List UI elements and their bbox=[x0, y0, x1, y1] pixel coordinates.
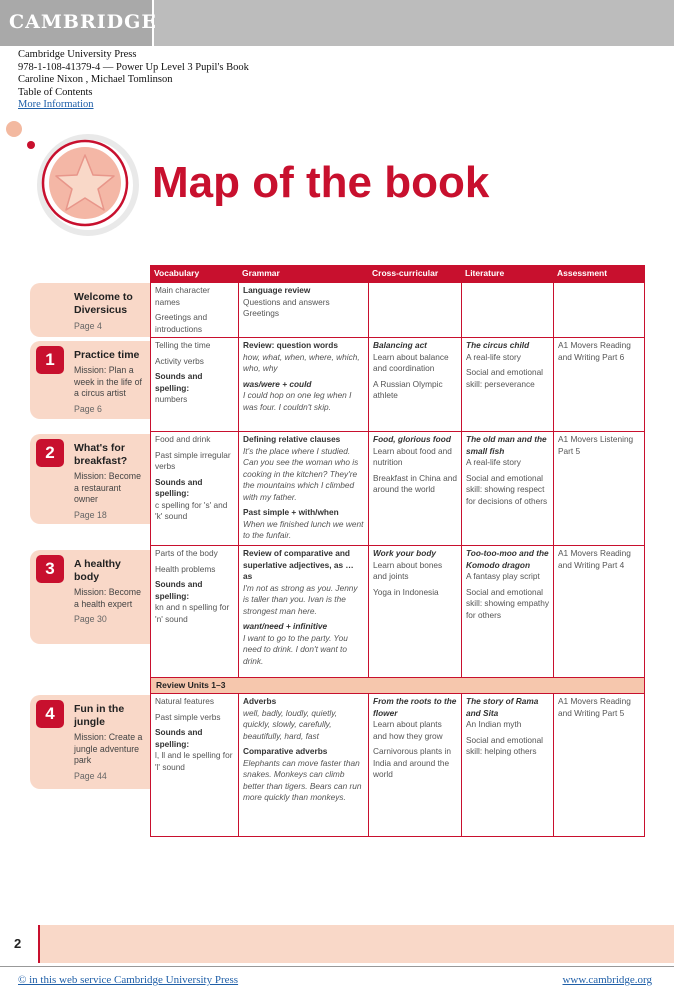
cross-curricular-heading: Balancing act bbox=[373, 340, 427, 350]
cross-curricular-text: Breakfast in China and around the world bbox=[373, 472, 457, 494]
table-cell bbox=[150, 693, 239, 837]
literature-heading: The story of Rama and Sita bbox=[466, 696, 539, 718]
unit-mission: Mission: Plan a week in the life of a circus artist bbox=[74, 365, 142, 398]
vocab-heading: Sounds and spelling: bbox=[155, 727, 203, 749]
unit-welcome[interactable] bbox=[30, 283, 150, 337]
literature-text: A fantasy play script bbox=[466, 571, 540, 581]
table-cell bbox=[461, 431, 554, 546]
unit-mission: Mission: Become a restaurant owner bbox=[74, 471, 141, 504]
unit-name: A healthy body bbox=[74, 558, 121, 583]
page-title: Map of the book bbox=[152, 158, 490, 207]
book-meta bbox=[18, 49, 249, 112]
vocab-heading: Sounds and spelling: bbox=[155, 476, 203, 498]
grammar-example: how, what, when, where, which, who, why bbox=[243, 351, 360, 373]
vocab-item: Past simple verbs bbox=[155, 711, 221, 722]
vocab-item: l, ll and le spelling for 'l' sound bbox=[155, 750, 233, 772]
vocab-item: kn and n spelling for 'n' sound bbox=[155, 602, 230, 624]
literature-text: Social and emotional skill: perseverance bbox=[466, 367, 544, 389]
grammar-example: Elephants can move faster than snakes. Monkeys can climb better than tigers. Bears can run more quickly than monkeys. bbox=[243, 757, 362, 802]
table-cell bbox=[553, 282, 645, 338]
vocab-item: c spelling for 's' and 'k' sound bbox=[155, 499, 228, 521]
table-cell bbox=[368, 431, 462, 546]
unit-page: Page 6 bbox=[74, 403, 102, 414]
grammar-example: It's the place where I studied. Can you see the woman who is cooking in the kitchen? They're the mountains which I climbed with my father. bbox=[243, 445, 359, 502]
table-cell bbox=[238, 337, 369, 432]
grammar-heading: was/were + could bbox=[243, 378, 312, 389]
more-information-link[interactable]: More Information bbox=[18, 99, 94, 110]
column-header-cross-curricular: Cross-curricular bbox=[368, 265, 461, 282]
assessment-text: A1 Movers Reading and Writing Part 5 bbox=[558, 696, 631, 718]
table-cell bbox=[150, 337, 239, 432]
unit-number-badge: 4 bbox=[36, 700, 64, 728]
unit-page: Page 44 bbox=[74, 770, 107, 781]
literature-text: A real-life story bbox=[466, 457, 521, 467]
unit-name: Practice time bbox=[74, 349, 140, 361]
cross-curricular-text: Learn about food and nutrition bbox=[373, 445, 452, 467]
table-cell bbox=[553, 337, 645, 432]
footer-band bbox=[0, 925, 674, 963]
table-cell bbox=[238, 693, 369, 837]
table-cell bbox=[238, 282, 369, 338]
assessment-text: A1 Movers Reading and Writing Part 6 bbox=[558, 340, 631, 362]
assessment-text: A1 Movers Reading and Writing Part 4 bbox=[558, 548, 631, 570]
vocab-item: Main character names bbox=[155, 285, 210, 307]
table-cell bbox=[461, 337, 554, 432]
unit-page: Page 4 bbox=[74, 321, 102, 331]
table-cell bbox=[553, 693, 645, 837]
vocab-item: Food and drink bbox=[155, 434, 211, 444]
vocab-item: Telling the time bbox=[155, 340, 211, 350]
grammar-heading: Past simple + with/when bbox=[243, 507, 339, 517]
table-cell bbox=[368, 545, 462, 678]
cambridge-logo[interactable] bbox=[0, 0, 157, 46]
vocab-item: Greetings and introductions bbox=[155, 312, 208, 334]
unit-name: Welcome to Diversicus bbox=[74, 291, 133, 316]
table-cell bbox=[553, 545, 645, 678]
grammar-heading: Review: question words bbox=[243, 340, 338, 350]
grammar-heading: Comparative adverbs bbox=[243, 746, 328, 756]
unit-number-badge: 1 bbox=[36, 346, 64, 374]
table-cell bbox=[238, 431, 369, 546]
vocab-item: Activity verbs bbox=[155, 355, 204, 366]
website-link[interactable]: www.cambridge.org bbox=[562, 974, 652, 986]
cross-curricular-text: Yoga in Indonesia bbox=[373, 586, 439, 597]
grammar-heading: Defining relative clauses bbox=[243, 434, 341, 444]
publisher: Cambridge University Press bbox=[18, 49, 137, 60]
table-cell bbox=[461, 282, 554, 338]
map-table bbox=[150, 265, 645, 837]
grammar-example: well, badly, loudly, quietly, quickly, slowly, carefully, beautifully, hard, fast bbox=[243, 707, 338, 741]
unit-mission: Mission: Become a health expert bbox=[74, 587, 141, 609]
table-cell bbox=[150, 431, 239, 546]
grammar-heading: Review of comparative and superlative adjectives, as … as bbox=[243, 548, 354, 581]
copyright-link[interactable]: © in this web service Cambridge University Press bbox=[18, 974, 239, 986]
cross-curricular-text: Learn about plants and how they grow bbox=[373, 719, 443, 741]
grammar-text: Questions and answers Greetings bbox=[243, 296, 330, 318]
column-header-literature: Literature bbox=[461, 265, 553, 282]
table-cell bbox=[368, 337, 462, 432]
cross-curricular-text: Learn about balance and coordination bbox=[373, 351, 449, 373]
table-cell bbox=[368, 282, 462, 338]
column-header-assessment: Assessment bbox=[553, 265, 645, 282]
column-header-grammar: Grammar bbox=[238, 265, 368, 282]
grammar-example: I could hop on one leg when I was four. I couldn't skip. bbox=[243, 390, 352, 412]
vocab-item: numbers bbox=[155, 394, 188, 404]
grammar-example: When we finished lunch we went to the funfair. bbox=[243, 518, 364, 540]
vocab-item: Health problems bbox=[155, 563, 216, 574]
unit-number-badge: 3 bbox=[36, 555, 64, 583]
table-cell bbox=[553, 431, 645, 546]
review-row: Review Units 1–3 bbox=[150, 677, 645, 694]
section-name: Table of Contents bbox=[18, 86, 93, 98]
literature-text: An Indian myth bbox=[466, 719, 522, 729]
vocab-item: Natural features bbox=[155, 696, 215, 706]
literature-text: Social and emotional skill: showing empathy for others bbox=[466, 586, 550, 620]
vocab-item: Past simple irregular verbs bbox=[155, 449, 231, 471]
table-cell bbox=[368, 693, 462, 837]
grammar-example: I'm not as strong as you. Jenny is taller than you. Ivan is the strongest man here. bbox=[243, 582, 358, 616]
table-cell bbox=[150, 282, 239, 338]
vocab-heading: Sounds and spelling: bbox=[155, 579, 203, 601]
grammar-heading: want/need + infinitive bbox=[243, 621, 328, 631]
cross-curricular-heading: From the roots to the flower bbox=[373, 696, 457, 718]
cross-curricular-heading: Work your body bbox=[373, 548, 437, 558]
logo-text: CAMBRIDGE bbox=[9, 11, 157, 33]
column-header-vocabulary: Vocabulary bbox=[150, 265, 238, 282]
literature-text: Social and emotional skill: helping others bbox=[466, 734, 544, 756]
literature-heading: The old man and the small fish bbox=[466, 434, 547, 456]
unit-page: Page 18 bbox=[74, 509, 107, 520]
grammar-heading: Language review bbox=[243, 285, 311, 295]
star-badge-icon bbox=[0, 115, 140, 255]
unit-number-badge: 2 bbox=[36, 439, 64, 467]
unit-page: Page 30 bbox=[74, 614, 107, 624]
cross-curricular-text: Carnivorous plants in India and around the world bbox=[373, 746, 451, 779]
table-cell bbox=[150, 545, 239, 678]
cross-curricular-text: Learn about bones and joints bbox=[373, 559, 443, 581]
grammar-heading: Adverbs bbox=[243, 696, 277, 706]
header-bar bbox=[0, 0, 674, 46]
assessment-text: A1 Movers Listening Part 5 bbox=[558, 434, 634, 456]
literature-heading: Too-too-moo and the Komodo dragon bbox=[466, 548, 549, 570]
vocab-item: Parts of the body bbox=[155, 548, 218, 558]
vocab-heading: Sounds and spelling: bbox=[155, 371, 203, 393]
literature-text: A real-life story bbox=[466, 351, 521, 362]
grammar-example: I want to go to the party. You need to drink. I don't want to drink. bbox=[243, 632, 348, 666]
literature-text: Social and emotional skill: showing respect for decisions of others bbox=[466, 472, 548, 506]
authors: Caroline Nixon , Michael Tomlinson bbox=[18, 74, 173, 85]
table-cell bbox=[461, 693, 554, 837]
cross-curricular-heading: Food, glorious food bbox=[373, 434, 451, 444]
page-number: 2 bbox=[0, 925, 40, 963]
cross-curricular-text: A Russian Olympic athlete bbox=[373, 378, 443, 400]
unit-name: What's for breakfast? bbox=[74, 442, 128, 467]
table-cell bbox=[238, 545, 369, 678]
literature-heading: The circus child bbox=[466, 340, 530, 350]
unit-name: Fun in the jungle bbox=[74, 703, 125, 728]
footer-divider bbox=[0, 966, 674, 967]
isbn-title: 978-1-108-41379-4 — Power Up Level 3 Pupil's Book bbox=[18, 61, 249, 73]
unit-mission: Mission: Create a jungle adventure park bbox=[74, 732, 143, 765]
table-cell bbox=[461, 545, 554, 678]
